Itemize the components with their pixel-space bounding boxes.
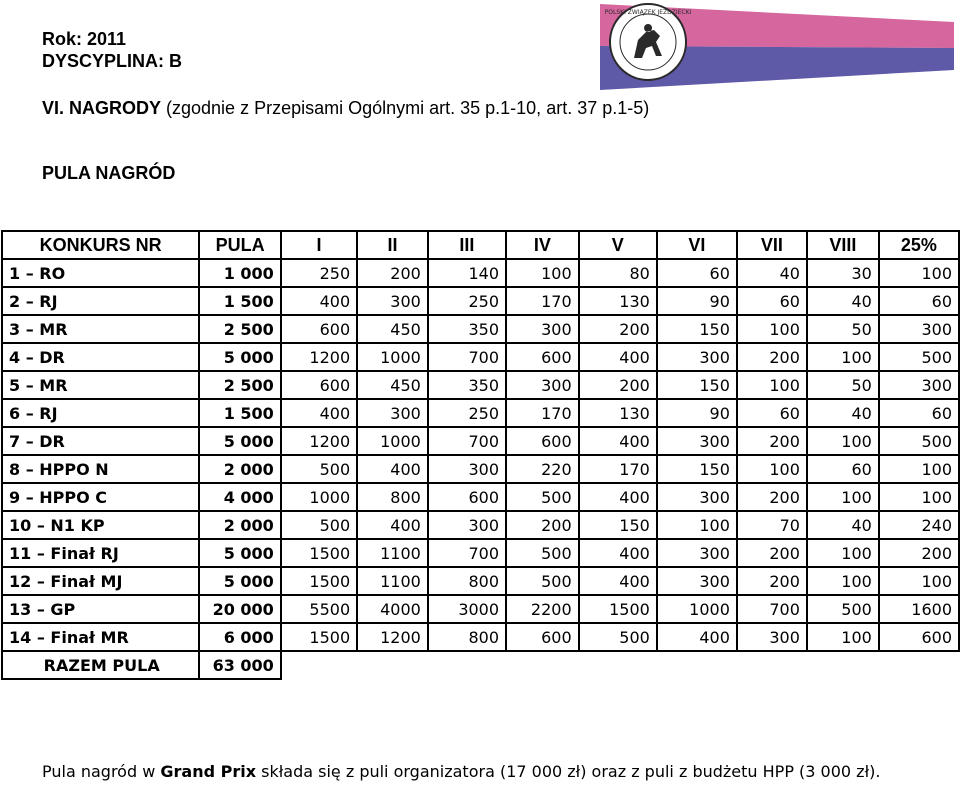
prize-cell: 100 [807, 483, 879, 511]
prize-cell: 130 [579, 399, 657, 427]
column-header: 25% [879, 231, 959, 259]
footer-note [42, 760, 922, 784]
prize-cell: 600 [879, 623, 959, 651]
prize-cell: 450 [357, 315, 428, 343]
prize-cell: 130 [579, 287, 657, 315]
prize-cell: 500 [879, 343, 959, 371]
prize-cell: 1200 [281, 427, 357, 455]
prize-cell: 1200 [357, 623, 428, 651]
prize-cell: 150 [657, 371, 737, 399]
prize-cell: 30 [807, 259, 879, 287]
prize-cell: 60 [879, 399, 959, 427]
prize-cell: 100 [737, 315, 807, 343]
prize-cell: 40 [807, 511, 879, 539]
prize-cell: 4000 [357, 595, 428, 623]
prize-cell: 600 [281, 371, 357, 399]
emblem-lettering: POLSKI ZWIĄZEK JEŹDZIECKI [604, 9, 692, 16]
total-value: 63 000 [199, 651, 280, 679]
pool-cell: 2 500 [199, 315, 280, 343]
competition-cell: 12 – Finał MJ [2, 567, 199, 595]
prize-cell: 100 [807, 567, 879, 595]
empty-cell [879, 651, 959, 679]
prize-cell: 400 [281, 287, 357, 315]
prize-cell: 1200 [281, 343, 357, 371]
prize-cell: 150 [579, 511, 657, 539]
empty-cell [428, 651, 506, 679]
table-row [2, 511, 959, 539]
prize-cell: 500 [506, 483, 579, 511]
prize-cell: 800 [428, 623, 506, 651]
pool-cell: 1 000 [199, 259, 280, 287]
pool-cell: 5 000 [199, 567, 280, 595]
column-header: IV [506, 231, 579, 259]
table-row [2, 399, 959, 427]
table-row [2, 567, 959, 595]
prize-cell: 600 [506, 623, 579, 651]
table-row [2, 315, 959, 343]
prize-cell: 150 [657, 315, 737, 343]
prize-cell: 300 [657, 567, 737, 595]
prize-cell: 500 [281, 511, 357, 539]
prize-cell: 240 [879, 511, 959, 539]
empty-cell [506, 651, 579, 679]
prize-cell: 200 [879, 539, 959, 567]
pool-cell: 2 000 [199, 511, 280, 539]
prize-pool-title: PULA NAGRÓD [42, 163, 176, 183]
prize-cell: 100 [879, 567, 959, 595]
column-header: VI [657, 231, 737, 259]
table-row [2, 483, 959, 511]
table-row [2, 623, 959, 651]
prize-cell: 500 [879, 427, 959, 455]
prize-cell: 400 [579, 427, 657, 455]
competition-cell: 8 – HPPO N [2, 455, 199, 483]
prize-cell: 800 [357, 483, 428, 511]
prize-cell: 700 [737, 595, 807, 623]
prize-cell: 100 [879, 455, 959, 483]
prize-cell: 400 [281, 399, 357, 427]
discipline-label: DYSCYPLINA: B [42, 51, 183, 71]
total-label: RAZEM PULA [2, 651, 199, 679]
prize-cell: 700 [428, 539, 506, 567]
prizes-section-subtitle: (zgodnie z Przepisami Ogólnymi art. 35 p.1-10, art. 37 p.1-5) [161, 98, 650, 118]
competition-cell: 3 – MR [2, 315, 199, 343]
prizes-section-title: VI. NAGRODY [42, 98, 162, 118]
prize-cell: 700 [428, 427, 506, 455]
prize-cell: 250 [281, 259, 357, 287]
pool-cell: 5 000 [199, 343, 280, 371]
competition-cell: 5 – MR [2, 371, 199, 399]
prize-cell: 250 [428, 287, 506, 315]
prize-cell: 1000 [657, 595, 737, 623]
prize-cell: 200 [737, 539, 807, 567]
prize-cell: 300 [506, 315, 579, 343]
table-header-row [2, 231, 959, 259]
prize-cell: 1000 [357, 427, 428, 455]
column-header: II [357, 231, 428, 259]
prizes-section-heading [42, 98, 649, 119]
prize-cell: 300 [428, 455, 506, 483]
pool-cell: 1 500 [199, 399, 280, 427]
prize-cell: 200 [737, 343, 807, 371]
prize-cell: 450 [357, 371, 428, 399]
prize-cell: 400 [579, 483, 657, 511]
prize-cell: 200 [737, 567, 807, 595]
prize-cell: 2200 [506, 595, 579, 623]
prize-cell: 40 [737, 259, 807, 287]
prize-cell: 70 [737, 511, 807, 539]
prize-cell: 300 [428, 511, 506, 539]
competition-cell: 9 – HPPO C [2, 483, 199, 511]
column-header: KONKURS NR [2, 231, 199, 259]
prize-cell: 300 [657, 539, 737, 567]
pool-cell: 5 000 [199, 539, 280, 567]
prize-cell: 1000 [357, 343, 428, 371]
column-header: III [428, 231, 506, 259]
prize-cell: 300 [879, 371, 959, 399]
prize-cell: 60 [737, 399, 807, 427]
prize-cell: 1500 [281, 539, 357, 567]
prize-cell: 500 [579, 623, 657, 651]
prize-cell: 100 [807, 539, 879, 567]
prize-cell: 250 [428, 399, 506, 427]
prize-cell: 150 [657, 455, 737, 483]
prize-cell: 500 [506, 539, 579, 567]
prize-cell: 300 [357, 399, 428, 427]
competition-cell: 13 – GP [2, 595, 199, 623]
prize-cell: 400 [579, 539, 657, 567]
prize-cell: 100 [657, 511, 737, 539]
prize-cell: 200 [357, 259, 428, 287]
prize-cell: 140 [428, 259, 506, 287]
prize-table [1, 230, 960, 680]
table-row [2, 595, 959, 623]
prize-cell: 100 [879, 259, 959, 287]
table-row [2, 455, 959, 483]
empty-cell [281, 651, 357, 679]
footer-text-end: składa się z puli organizatora (17 000 zł) oraz z puli z budżetu HPP (3 000 zł). [256, 762, 881, 781]
prize-cell: 100 [737, 371, 807, 399]
prize-cell: 400 [579, 567, 657, 595]
prize-cell: 800 [428, 567, 506, 595]
prize-cell: 500 [807, 595, 879, 623]
prize-cell: 40 [807, 399, 879, 427]
column-header: PULA [199, 231, 280, 259]
federation-flag-logo [596, 0, 958, 92]
table-row [2, 259, 959, 287]
prize-cell: 300 [879, 315, 959, 343]
competition-cell: 4 – DR [2, 343, 199, 371]
pool-cell: 4 000 [199, 483, 280, 511]
prize-cell: 170 [506, 287, 579, 315]
table-row [2, 427, 959, 455]
prize-cell: 600 [428, 483, 506, 511]
prize-cell: 100 [506, 259, 579, 287]
table-row [2, 343, 959, 371]
pool-cell: 6 000 [199, 623, 280, 651]
prize-cell: 400 [657, 623, 737, 651]
prize-cell: 1000 [281, 483, 357, 511]
prize-cell: 350 [428, 371, 506, 399]
table-row [2, 287, 959, 315]
empty-cell [807, 651, 879, 679]
competition-cell: 11 – Finał RJ [2, 539, 199, 567]
prize-cell: 200 [579, 315, 657, 343]
prize-cell: 100 [879, 483, 959, 511]
prize-cell: 1100 [357, 539, 428, 567]
prize-cell: 170 [579, 455, 657, 483]
prize-cell: 1500 [281, 567, 357, 595]
prize-cell: 40 [807, 287, 879, 315]
column-header: V [579, 231, 657, 259]
prize-cell: 100 [807, 427, 879, 455]
competition-cell: 14 – Finał MR [2, 623, 199, 651]
pool-cell: 5 000 [199, 427, 280, 455]
table-row [2, 371, 959, 399]
prize-cell: 600 [281, 315, 357, 343]
prize-cell: 100 [807, 623, 879, 651]
footer-grand-prix: Grand Prix [160, 762, 257, 781]
prize-cell: 300 [657, 343, 737, 371]
prize-cell: 90 [657, 399, 737, 427]
footer-text-start: Pula nagród w [42, 762, 161, 781]
competition-cell: 1 – RO [2, 259, 199, 287]
prize-cell: 50 [807, 315, 879, 343]
prize-cell: 1500 [281, 623, 357, 651]
empty-cell [657, 651, 737, 679]
prize-cell: 80 [579, 259, 657, 287]
prize-cell: 90 [657, 287, 737, 315]
prize-cell: 60 [807, 455, 879, 483]
prize-cell: 3000 [428, 595, 506, 623]
prize-cell: 200 [579, 371, 657, 399]
prize-cell: 1100 [357, 567, 428, 595]
prize-cell: 600 [506, 427, 579, 455]
prize-cell: 350 [428, 315, 506, 343]
prize-cell: 60 [879, 287, 959, 315]
prize-cell: 170 [506, 399, 579, 427]
prize-cell: 200 [737, 483, 807, 511]
prize-cell: 100 [807, 343, 879, 371]
column-header: I [281, 231, 357, 259]
prize-cell: 300 [506, 371, 579, 399]
pool-cell: 2 500 [199, 371, 280, 399]
prize-cell: 5500 [281, 595, 357, 623]
prize-cell: 1500 [579, 595, 657, 623]
competition-cell: 2 – RJ [2, 287, 199, 315]
prize-cell: 200 [737, 427, 807, 455]
prize-cell: 500 [281, 455, 357, 483]
prize-cell: 500 [506, 567, 579, 595]
prize-cell: 220 [506, 455, 579, 483]
prize-cell: 600 [506, 343, 579, 371]
prize-cell: 400 [357, 455, 428, 483]
empty-cell [357, 651, 428, 679]
pool-cell: 1 500 [199, 287, 280, 315]
column-header: VIII [807, 231, 879, 259]
column-header: VII [737, 231, 807, 259]
prize-cell: 1600 [879, 595, 959, 623]
prize-cell: 60 [657, 259, 737, 287]
prize-cell: 400 [579, 343, 657, 371]
prize-cell: 300 [657, 427, 737, 455]
year-label: Rok: 2011 [42, 29, 127, 49]
pool-cell: 20 000 [199, 595, 280, 623]
prize-cell: 100 [737, 455, 807, 483]
prize-cell: 300 [737, 623, 807, 651]
empty-cell [579, 651, 657, 679]
prize-cell: 300 [657, 483, 737, 511]
competition-cell: 10 – N1 KP [2, 511, 199, 539]
prize-cell: 300 [357, 287, 428, 315]
prize-cell: 700 [428, 343, 506, 371]
empty-cell [737, 651, 807, 679]
total-row [2, 651, 959, 679]
competition-cell: 7 – DR [2, 427, 199, 455]
prize-cell: 60 [737, 287, 807, 315]
competition-cell: 6 – RJ [2, 399, 199, 427]
table-row [2, 539, 959, 567]
pool-cell: 2 000 [199, 455, 280, 483]
prize-cell: 50 [807, 371, 879, 399]
prize-cell: 400 [357, 511, 428, 539]
prize-cell: 200 [506, 511, 579, 539]
